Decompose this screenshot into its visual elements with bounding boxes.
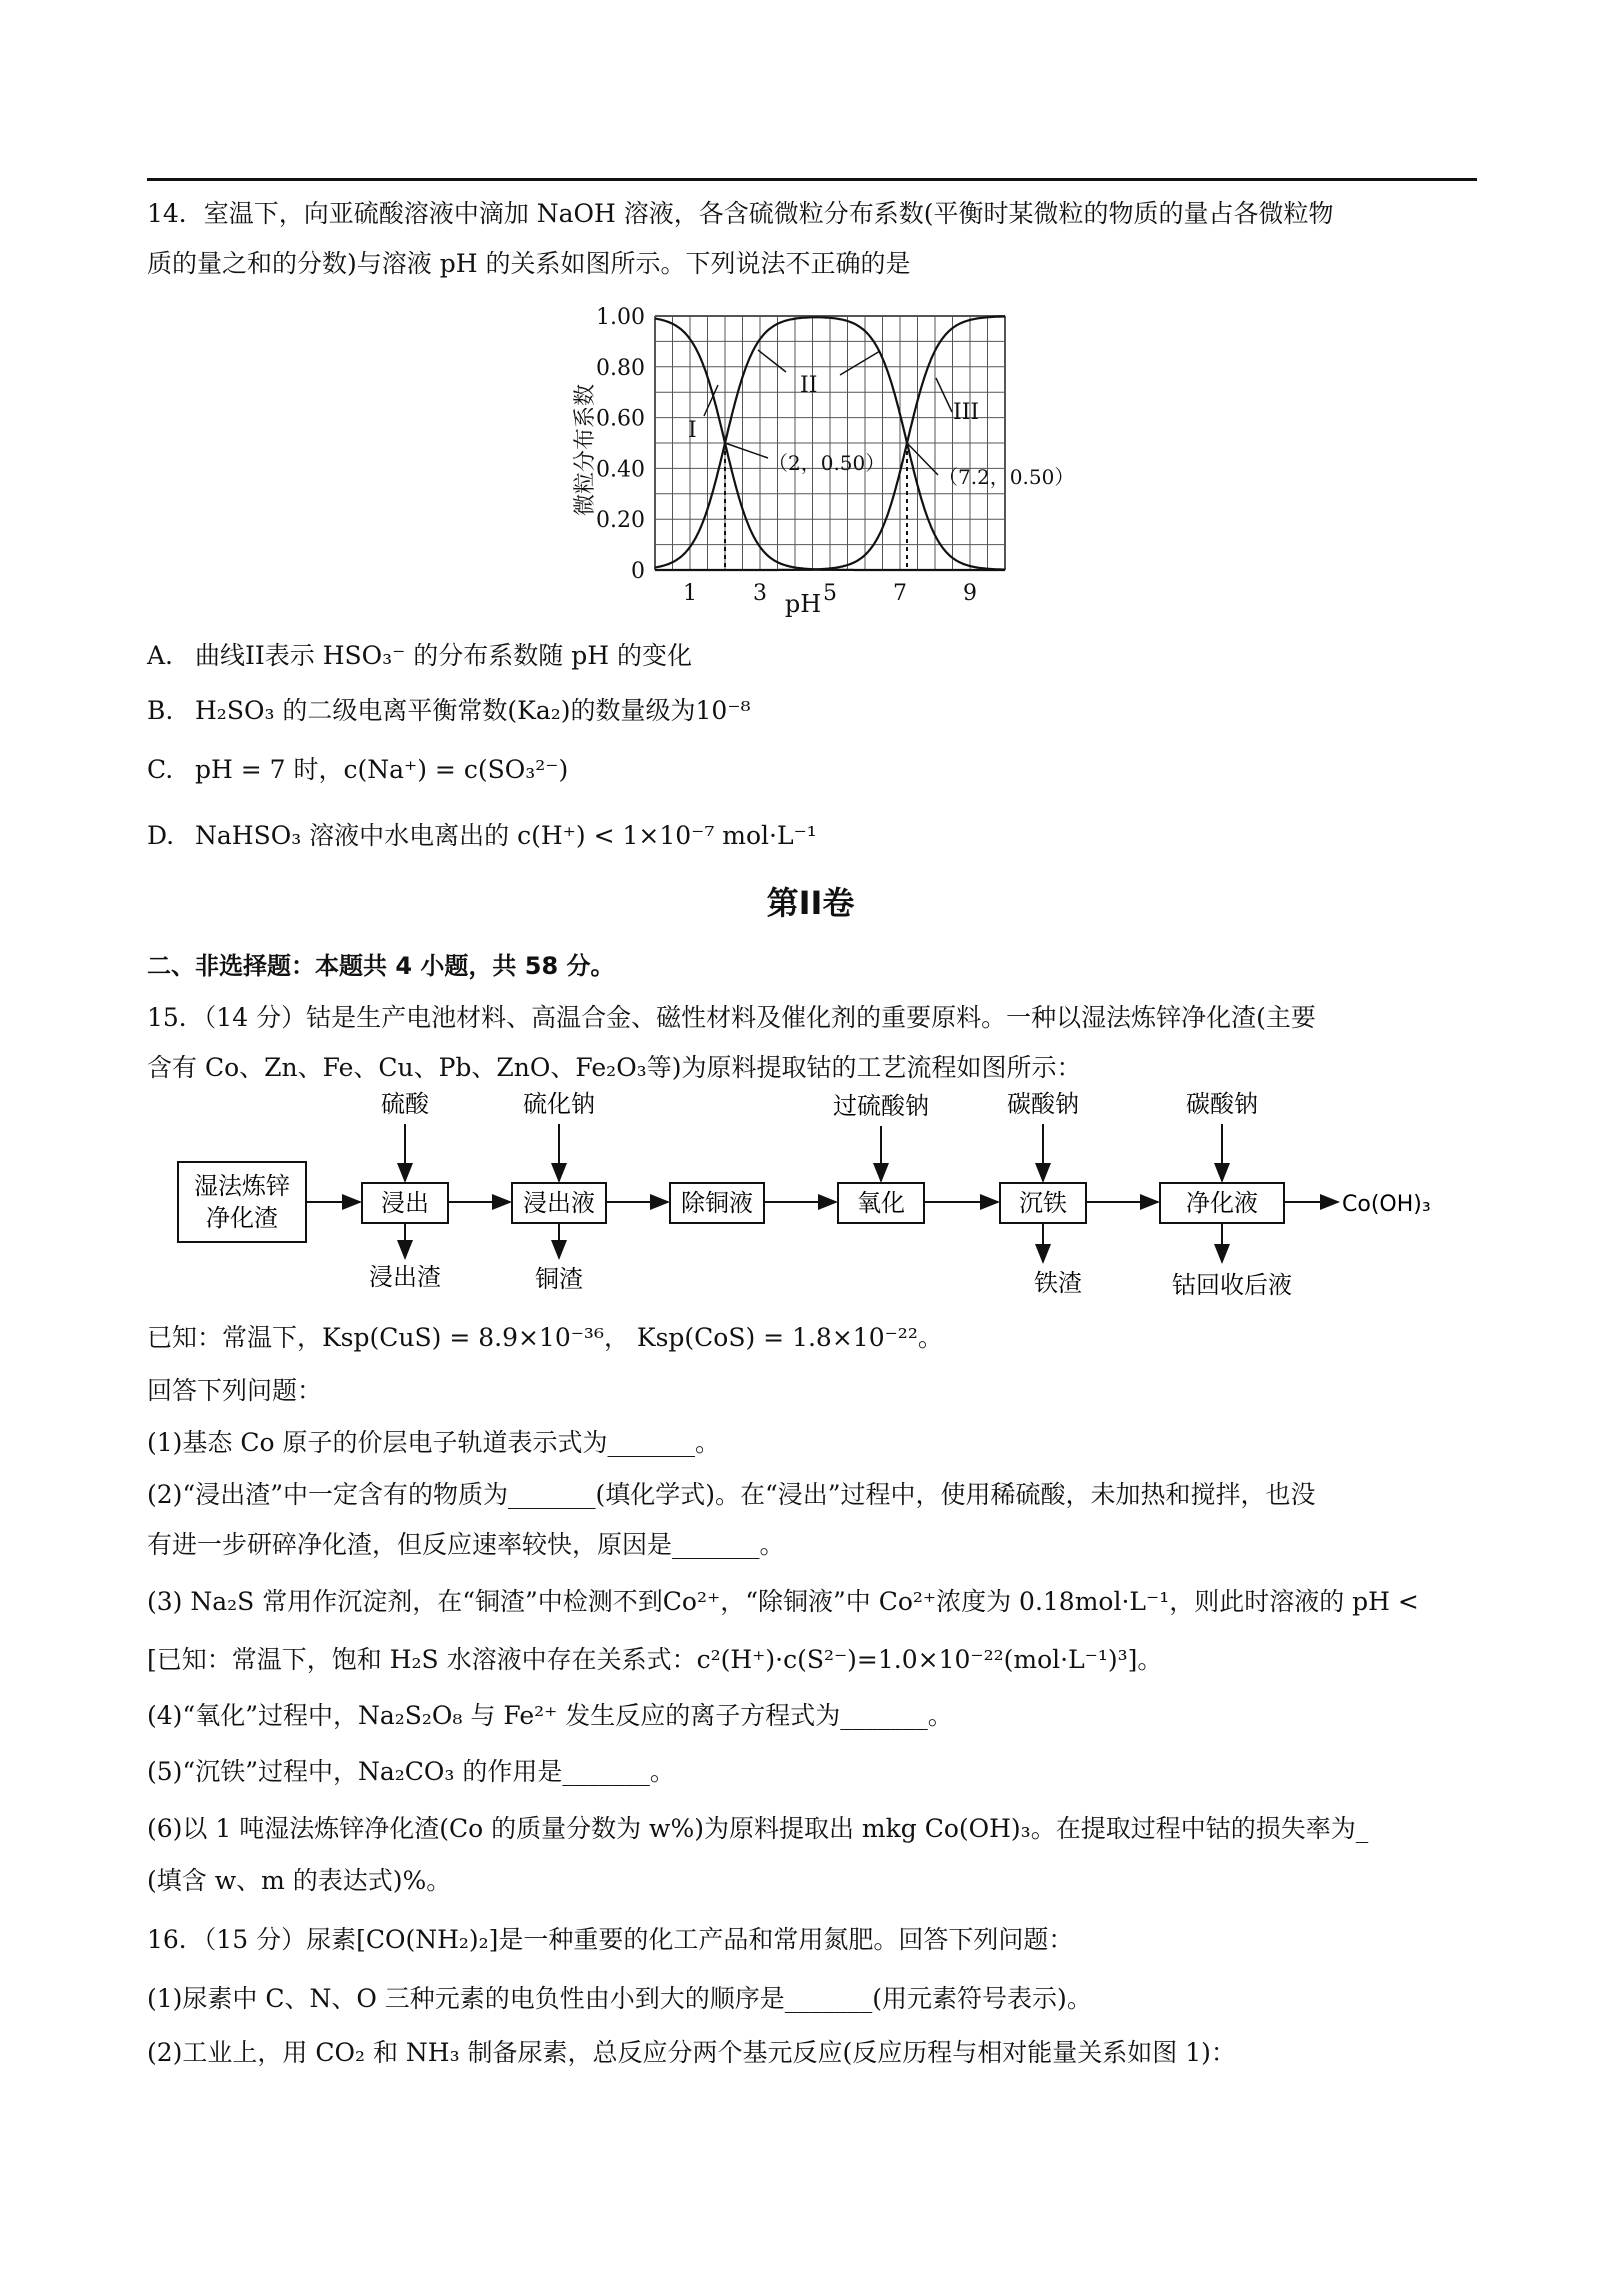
flow-start-label1: 湿法炼锌	[194, 1172, 290, 1200]
q15-sub4: (4)“氧化”过程中，Na₂S₂O₈ 与 Fe²⁺ 发生反应的离子方程式为_______。	[147, 1701, 953, 1730]
annotation-label: （2，0.50）	[768, 451, 886, 475]
chart-ylabel: 微粒分布系数	[573, 383, 598, 517]
q14-stem-line2: 质的量之和的分数)与溶液 pH 的关系如图所示。下列说法不正确的是	[147, 249, 911, 278]
q16-sub2: (2)工业上，用 CO₂ 和 NH₃ 制备尿素，总反应分两个基元反应(反应历程与相对能量关系如图 1)：	[147, 2038, 1236, 2067]
q15-sub3-line2: [已知：常温下，饱和 H₂S 水溶液中存在关系式：c²(H⁺)·c(S²⁻)=1.0×10⁻²²(mol·L⁻¹)³]。	[147, 1645, 1163, 1674]
option-text: 曲线II表示 HSO₃⁻ 的分布系数随 pH 的变化	[195, 641, 692, 670]
option-letter: D.	[147, 821, 175, 850]
x-tick-label: 5	[823, 581, 837, 606]
q15-stem-line2: 含有 Co、Zn、Fe、Cu、Pb、ZnO、Fe₂O₃等)为原料提取钴的工艺流程如图所示：	[147, 1053, 1082, 1082]
flow-step-decopper: 除铜液	[681, 1189, 753, 1217]
q14-stem-line1: 14．室温下，向亚硫酸溶液中滴加 NaOH 溶液，各含硫微粒分布系数(平衡时某微粒的物质的量占各微粒物	[147, 199, 1334, 228]
q15-sub2-line1: (2)“浸出渣”中一定含有的物质为_______(填化学式)。在“浸出”过程中，使用稀硫酸，未加热和搅拌，也没	[147, 1480, 1316, 1509]
option-letter: B.	[147, 696, 174, 725]
flow-output-cu: 铜渣	[535, 1265, 583, 1293]
flow-step-purified: 净化液	[1186, 1189, 1258, 1217]
q16-sub1: (1)尿素中 C、N、O 三种元素的电负性由小到大的顺序是_______(用元素符号表示)。	[147, 1984, 1092, 2013]
flow-step-leach: 浸出	[381, 1189, 429, 1217]
y-tick-label: 0.60	[596, 406, 645, 432]
y-tick-label: 0.20	[596, 508, 645, 534]
option-text: H₂SO₃ 的二级电离平衡常数(Ka₂)的数量级为10⁻⁸	[195, 696, 751, 725]
flow-product: Co(OH)₃	[1342, 1192, 1431, 1217]
y-tick-label: 1.00	[596, 305, 645, 330]
q15-stem-line1: 15．（14 分）钴是生产电池材料、高温合金、磁性材料及催化剂的重要原料。一种以湿法炼锌净化渣(主要	[147, 1003, 1316, 1032]
flow-step-oxidize: 氧化	[857, 1189, 905, 1217]
series-label-ii: II	[800, 373, 818, 398]
x-tick-label: 7	[893, 581, 907, 606]
part-title: 第II卷	[766, 884, 855, 922]
flow-input-carbonate1: 碳酸钠	[1007, 1090, 1079, 1118]
y-tick-label: 0.40	[596, 457, 645, 483]
flow-input-na2s: 硫化钠	[523, 1090, 595, 1118]
y-tick-label: 0.80	[596, 355, 645, 381]
q15-sub6-line1: (6)以 1 吨湿法炼锌净化渣(Co 的质量分数为 w%)为原料提取出 mkg Co(OH)₃。在提取过程中钴的损失率为_	[147, 1814, 1369, 1843]
q15-sub5: (5)“沉铁”过程中，Na₂CO₃ 的作用是_______。	[147, 1757, 675, 1786]
flow-input-persulfate: 过硫酸钠	[833, 1092, 929, 1120]
flow-output-fe: 铁渣	[1034, 1269, 1082, 1297]
flow-input-carbonate2: 碳酸钠	[1186, 1090, 1258, 1118]
annotation-label: （7.2，0.50）	[938, 465, 1075, 489]
flow-output-residue: 浸出渣	[369, 1263, 441, 1291]
option-letter: C.	[147, 755, 174, 784]
option-text: pH = 7 时，c(Na⁺) = c(SO₃²⁻)	[195, 755, 569, 784]
q15-answer-prompt: 回答下列问题：	[147, 1376, 323, 1405]
series-label-iii: III	[953, 400, 980, 425]
flow-input-acid: 硫酸	[381, 1090, 429, 1118]
q16-stem: 16．（15 分）尿素[CO(NH₂)₂]是一种重要的化工产品和常用氮肥。回答下列问题：	[147, 1925, 1074, 1954]
option-letter: A.	[147, 641, 174, 670]
x-tick-label: 9	[963, 581, 977, 606]
flow-output-co-liquor: 钴回收后液	[1172, 1271, 1292, 1299]
flow-step-leachate: 浸出液	[523, 1189, 595, 1217]
q15-sub2-line2: 有进一步研碎净化渣，但反应速率较快，原因是_______。	[147, 1530, 785, 1559]
q15-sub6-line2: (填含 w、m 的表达式)%。	[147, 1866, 452, 1895]
q15-known: 已知：常温下，Ksp(CuS) = 8.9×10⁻³⁶， Ksp(CoS) = 1.8×10⁻²²。	[147, 1323, 943, 1352]
chart-xlabel: pH	[784, 590, 822, 618]
y-tick-label: 0	[631, 559, 645, 584]
q15-sub3-line1: (3) Na₂S 常用作沉淀剂，在“铜渣”中检测不到Co²⁺，“除铜液”中 Co²⁺浓度为 0.18mol·L⁻¹，则此时溶液的 pH <	[147, 1587, 1419, 1616]
x-tick-label: 3	[753, 581, 767, 606]
x-tick-label: 1	[683, 581, 697, 606]
flow-start-label2: 净化渣	[206, 1204, 278, 1232]
flow-step-iron: 沉铁	[1019, 1189, 1067, 1217]
series-label-i: I	[688, 418, 697, 443]
option-text: NaHSO₃ 溶液中水电离出的 c(H⁺) < 1×10⁻⁷ mol·L⁻¹	[195, 821, 817, 850]
q15-sub1: (1)基态 Co 原子的价层电子轨道表示式为_______。	[147, 1428, 720, 1457]
section-heading: 二、非选择题：本题共 4 小题，共 58 分。	[147, 952, 615, 980]
